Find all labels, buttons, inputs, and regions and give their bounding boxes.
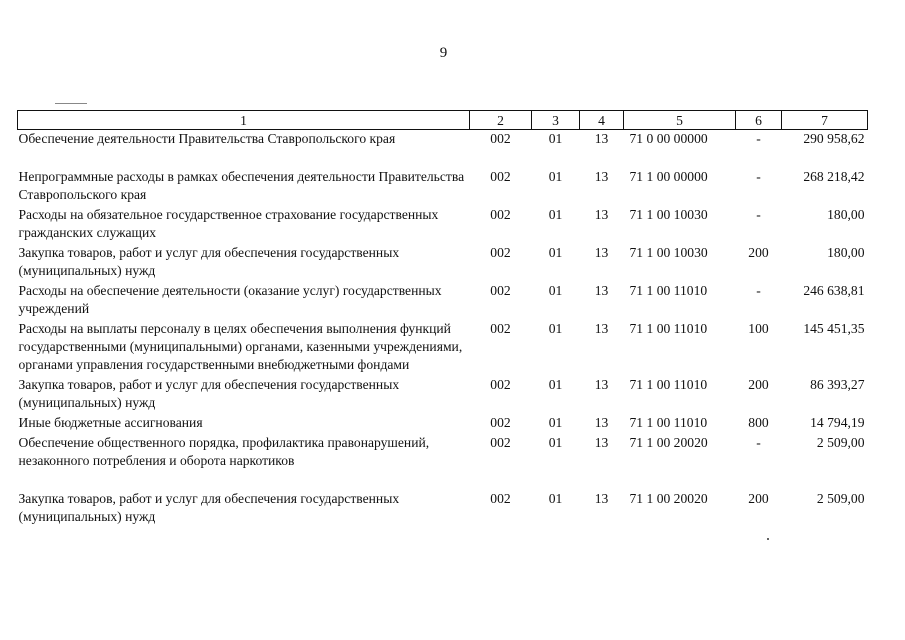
row-amount: 290 958,62 <box>803 131 865 146</box>
row-pr: 13 <box>594 283 609 298</box>
table-row <box>18 168 868 206</box>
row-ved: 002 <box>490 415 511 430</box>
row-name: Иные бюджетные ассигнования <box>18 415 203 430</box>
row-rz: 01 <box>548 435 563 450</box>
row-name: Расходы на обеспечение деятельности (оказание услуг) государственных учреждений <box>18 283 442 316</box>
table-row <box>18 282 868 320</box>
row-vr: - <box>756 283 761 298</box>
row-csr: 71 1 00 20020 <box>629 435 708 450</box>
row-csr: 71 1 00 00000 <box>629 169 708 184</box>
row-amount: 180,00 <box>827 245 865 260</box>
row-pr: 13 <box>594 415 609 430</box>
header-col-5: 5 <box>624 111 736 130</box>
row-amount: 2 509,00 <box>816 435 865 450</box>
row-name: Расходы на выплаты персоналу в целях обеспечения выполнения функций государственными (муниципальными) органами, казенными учреждениями, органами управления государственными внебюджетными фондами <box>18 321 463 372</box>
row-vr: - <box>756 131 761 146</box>
row-ved: 002 <box>490 207 511 222</box>
table-row <box>18 206 868 244</box>
budget-table <box>17 110 868 528</box>
header-col-7: 7 <box>782 111 868 130</box>
header-col-3: 3 <box>532 111 580 130</box>
table-row <box>18 320 868 376</box>
row-name: Расходы на обязательное государственное страхование государственных гражданских служащих <box>18 207 439 240</box>
row-csr: 71 1 00 11010 <box>629 415 708 430</box>
row-pr: 13 <box>594 207 609 222</box>
header-col-6: 6 <box>736 111 782 130</box>
table-header <box>18 111 868 130</box>
table-row <box>18 434 868 490</box>
row-vr: 100 <box>748 321 769 336</box>
row-rz: 01 <box>548 131 563 146</box>
row-name: Обеспечение деятельности Правительства Ставропольского края <box>18 131 396 146</box>
row-csr: 71 1 00 11010 <box>629 377 708 392</box>
row-rz: 01 <box>548 283 563 298</box>
table-row <box>18 130 868 169</box>
row-rz: 01 <box>548 169 563 184</box>
row-rz: 01 <box>548 377 563 392</box>
row-amount: 86 393,27 <box>810 377 865 392</box>
row-rz: 01 <box>548 321 563 336</box>
table-body <box>18 130 868 529</box>
row-csr: 71 0 00 00000 <box>629 131 708 146</box>
row-name: Закупка товаров, работ и услуг для обеспечения государственных (муниципальных) нужд <box>18 245 400 278</box>
row-csr: 71 1 00 11010 <box>629 283 708 298</box>
row-pr: 13 <box>594 491 609 506</box>
header-col-2: 2 <box>470 111 532 130</box>
row-vr: - <box>756 207 761 222</box>
row-rz: 01 <box>548 491 563 506</box>
row-pr: 13 <box>594 169 609 184</box>
header-row <box>18 111 868 130</box>
row-rz: 01 <box>548 245 563 260</box>
table-row <box>18 490 868 528</box>
row-amount: 180,00 <box>827 207 865 222</box>
row-csr: 71 1 00 10030 <box>629 245 708 260</box>
row-csr: 71 1 00 10030 <box>629 207 708 222</box>
header-col-1: 1 <box>18 111 470 130</box>
row-vr: - <box>756 169 761 184</box>
row-amount: 268 218,42 <box>803 169 865 184</box>
page-number: 9 <box>439 45 448 61</box>
scan-speck <box>767 538 769 540</box>
row-vr: 200 <box>748 377 769 392</box>
row-name: Обеспечение общественного порядка, профилактика правонарушений, незаконного потребления и оборота наркотиков <box>18 435 430 468</box>
scan-mark <box>55 103 87 104</box>
table-row <box>18 244 868 282</box>
row-name: Закупка товаров, работ и услуг для обеспечения государственных (муниципальных) нужд <box>18 377 400 410</box>
row-amount: 14 794,19 <box>810 415 865 430</box>
row-csr: 71 1 00 20020 <box>629 491 708 506</box>
row-rz: 01 <box>548 207 563 222</box>
row-ved: 002 <box>490 377 511 392</box>
row-vr: - <box>756 435 761 450</box>
row-amount: 2 509,00 <box>816 491 865 506</box>
row-ved: 002 <box>490 131 511 146</box>
row-vr: 800 <box>748 415 769 430</box>
row-pr: 13 <box>594 321 609 336</box>
table-row <box>18 414 868 434</box>
table-row <box>18 376 868 414</box>
row-ved: 002 <box>490 283 511 298</box>
row-vr: 200 <box>748 491 769 506</box>
header-col-4: 4 <box>580 111 624 130</box>
row-ved: 002 <box>490 321 511 336</box>
row-name: Непрограммные расходы в рамках обеспечения деятельности Правительства Ставропольского края <box>18 169 465 202</box>
row-pr: 13 <box>594 131 609 146</box>
row-csr: 71 1 00 11010 <box>629 321 708 336</box>
row-amount: 246 638,81 <box>803 283 865 298</box>
row-ved: 002 <box>490 169 511 184</box>
row-amount: 145 451,35 <box>803 321 865 336</box>
row-ved: 002 <box>490 245 511 260</box>
row-ved: 002 <box>490 491 511 506</box>
row-pr: 13 <box>594 245 609 260</box>
row-pr: 13 <box>594 377 609 392</box>
row-vr: 200 <box>748 245 769 260</box>
row-ved: 002 <box>490 435 511 450</box>
row-rz: 01 <box>548 415 563 430</box>
row-pr: 13 <box>594 435 609 450</box>
row-name: Закупка товаров, работ и услуг для обеспечения государственных (муниципальных) нужд <box>18 491 400 524</box>
